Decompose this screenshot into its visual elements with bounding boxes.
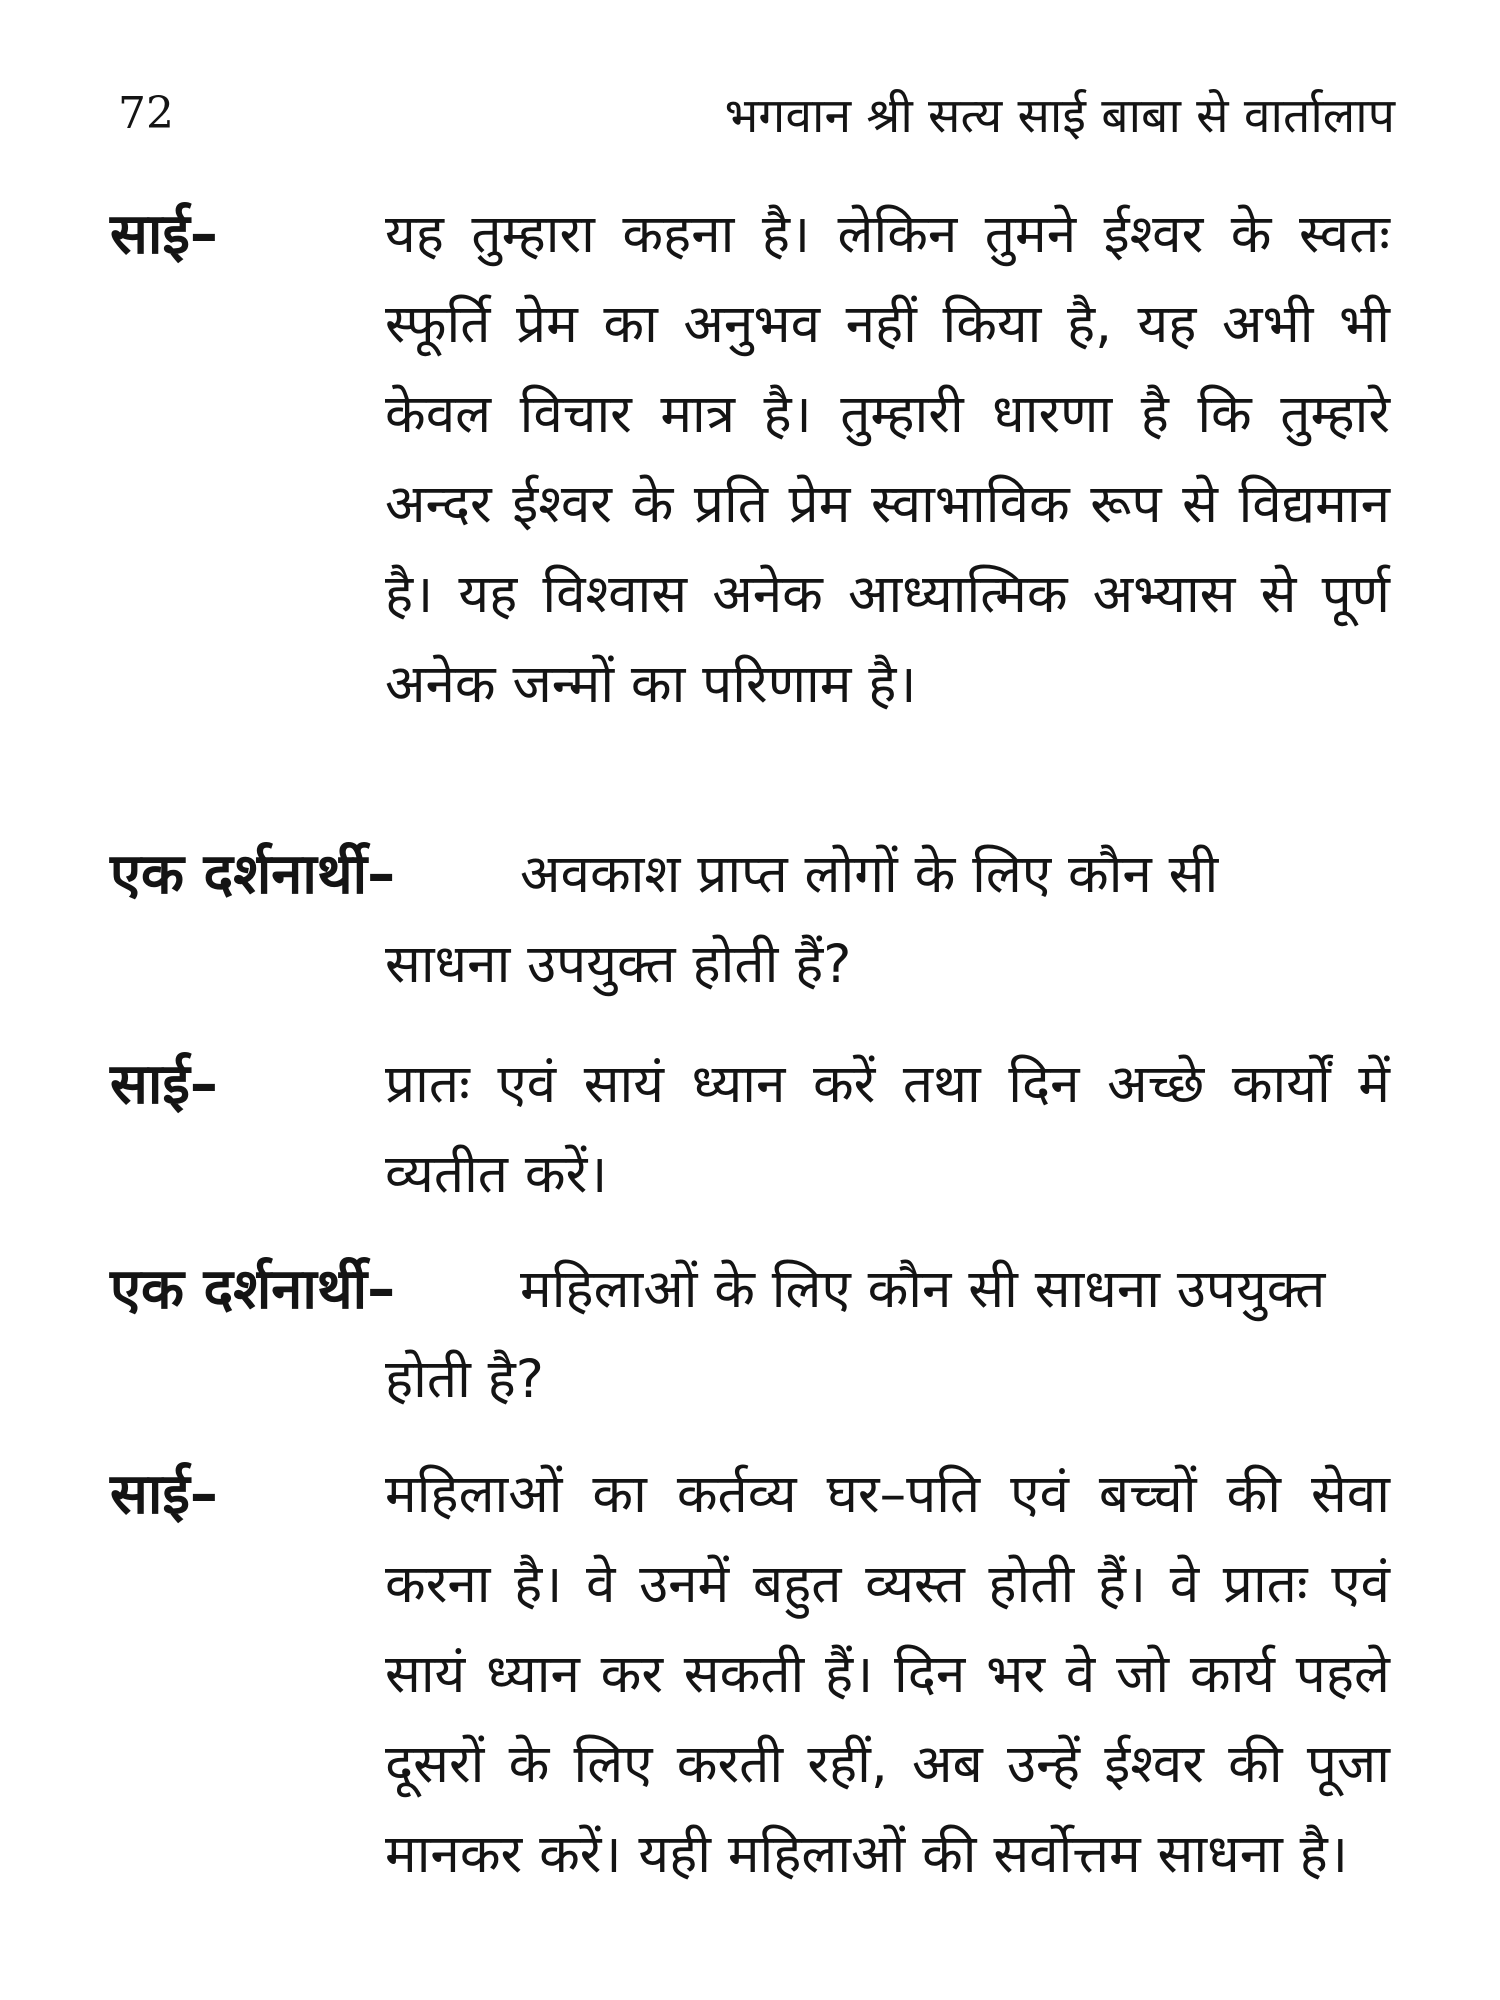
- speaker-label: साई–: [110, 1052, 218, 1117]
- dialogue-text: यह तुम्हारा कहना है। लेकिन तुमने ईश्वर के स्वतः स्फूर्ति प्रेम का अनुभव नहीं किया है, यह अभी भी केवल विचार मात्र है। तुम्हारी धारणा है कि तुम्हारे अन्दर ईश्वर के प्रति प्रेम स्वाभाविक रूप से विद्यमान है। यह विश्वास अनेक आध्यात्मिक अभ्यास से पूर्ण अनेक जन्मों का परिणाम है।: [385, 204, 1390, 715]
- speaker-label: एक दर्शनार्थी–: [110, 842, 396, 907]
- dialogue-entry: [110, 1040, 1400, 1220]
- dialogue-text-continued: साधना उपयुक्त होती हैं?: [385, 934, 852, 995]
- page-header: [118, 82, 1395, 152]
- dialogue-text: अवकाश प्राप्त लोगों के लिए कौन सी: [520, 844, 1219, 905]
- dialogue-text-continued: होती है?: [385, 1349, 544, 1410]
- dialogue-entry: [110, 830, 1400, 1010]
- speaker-label: साई–: [110, 202, 218, 267]
- speaker-label: साई–: [110, 1462, 218, 1527]
- running-title: भगवान श्री सत्य साई बाबा से वार्तालाप: [724, 88, 1395, 144]
- page-number: 72: [118, 88, 174, 139]
- dialogue-entry: [110, 1245, 1400, 1425]
- dialogue-entry: [110, 190, 1400, 730]
- dialogue-entry: [110, 1450, 1400, 1900]
- dialogue-text: महिलाओं का कर्तव्य घर–पति एवं बच्चों की सेवा करना है। वे उनमें बहुत व्यस्त होती हैं। वे प्रातः एवं सायं ध्यान कर सकती हैं। दिन भर वे जो कार्य पहले दूसरों के लिए करती रहीं, अब उन्हें ईश्वर की पूजा मानकर करें। यही महिलाओं की सर्वोत्तम साधना है।: [385, 1464, 1390, 1885]
- dialogue-text: महिलाओं के लिए कौन सी साधना उपयुक्त: [520, 1259, 1326, 1320]
- speaker-label: एक दर्शनार्थी–: [110, 1257, 396, 1322]
- dialogue-text: प्रातः एवं सायं ध्यान करें तथा दिन अच्छे कार्यों में व्यतीत करें।: [385, 1054, 1390, 1205]
